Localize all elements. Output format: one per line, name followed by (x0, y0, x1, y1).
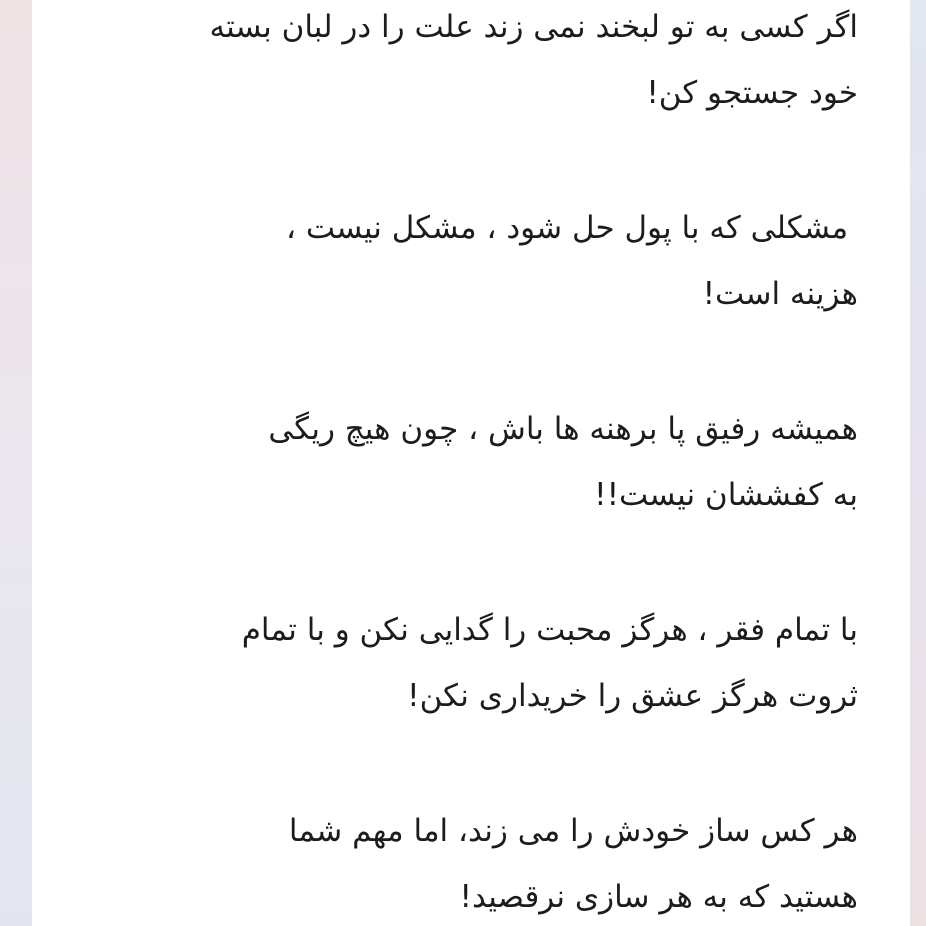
message-line: همیشه رفیق پا برهنه ها باش ، چون هیچ ریگی (268, 411, 858, 447)
chat-background-right (910, 0, 926, 926)
message-line: با تمام فقر ، هرگز محبت را گدایی نکن و با تمام (241, 612, 858, 648)
message-bubble[interactable] (32, 0, 910, 926)
message-paragraph-1 (72, 0, 858, 126)
message-line: اگر کسی به تو لبخند نمی زند علت را در لبان بسته (209, 9, 858, 45)
message-paragraph-3 (72, 396, 858, 528)
message-line: به کفششان نیست!! (594, 477, 858, 513)
message-line: هزینه است! (702, 276, 858, 312)
chat-background-left (0, 0, 32, 926)
message-line: هستید که به هر سازی نرقصید! (459, 879, 858, 915)
message-line: هر کس ساز خودش را می زند، اما مهم شما (288, 813, 858, 849)
message-line: ثروت هرگز عشق را خریداری نکن! (407, 678, 858, 714)
message-paragraph-2 (72, 195, 858, 327)
message-paragraph-4 (72, 597, 858, 729)
message-line: مشکلی که با پول حل شود ، مشکل نیست ، (285, 210, 858, 246)
message-paragraph-5 (72, 798, 858, 926)
message-line: خود جستجو کن! (646, 75, 858, 111)
